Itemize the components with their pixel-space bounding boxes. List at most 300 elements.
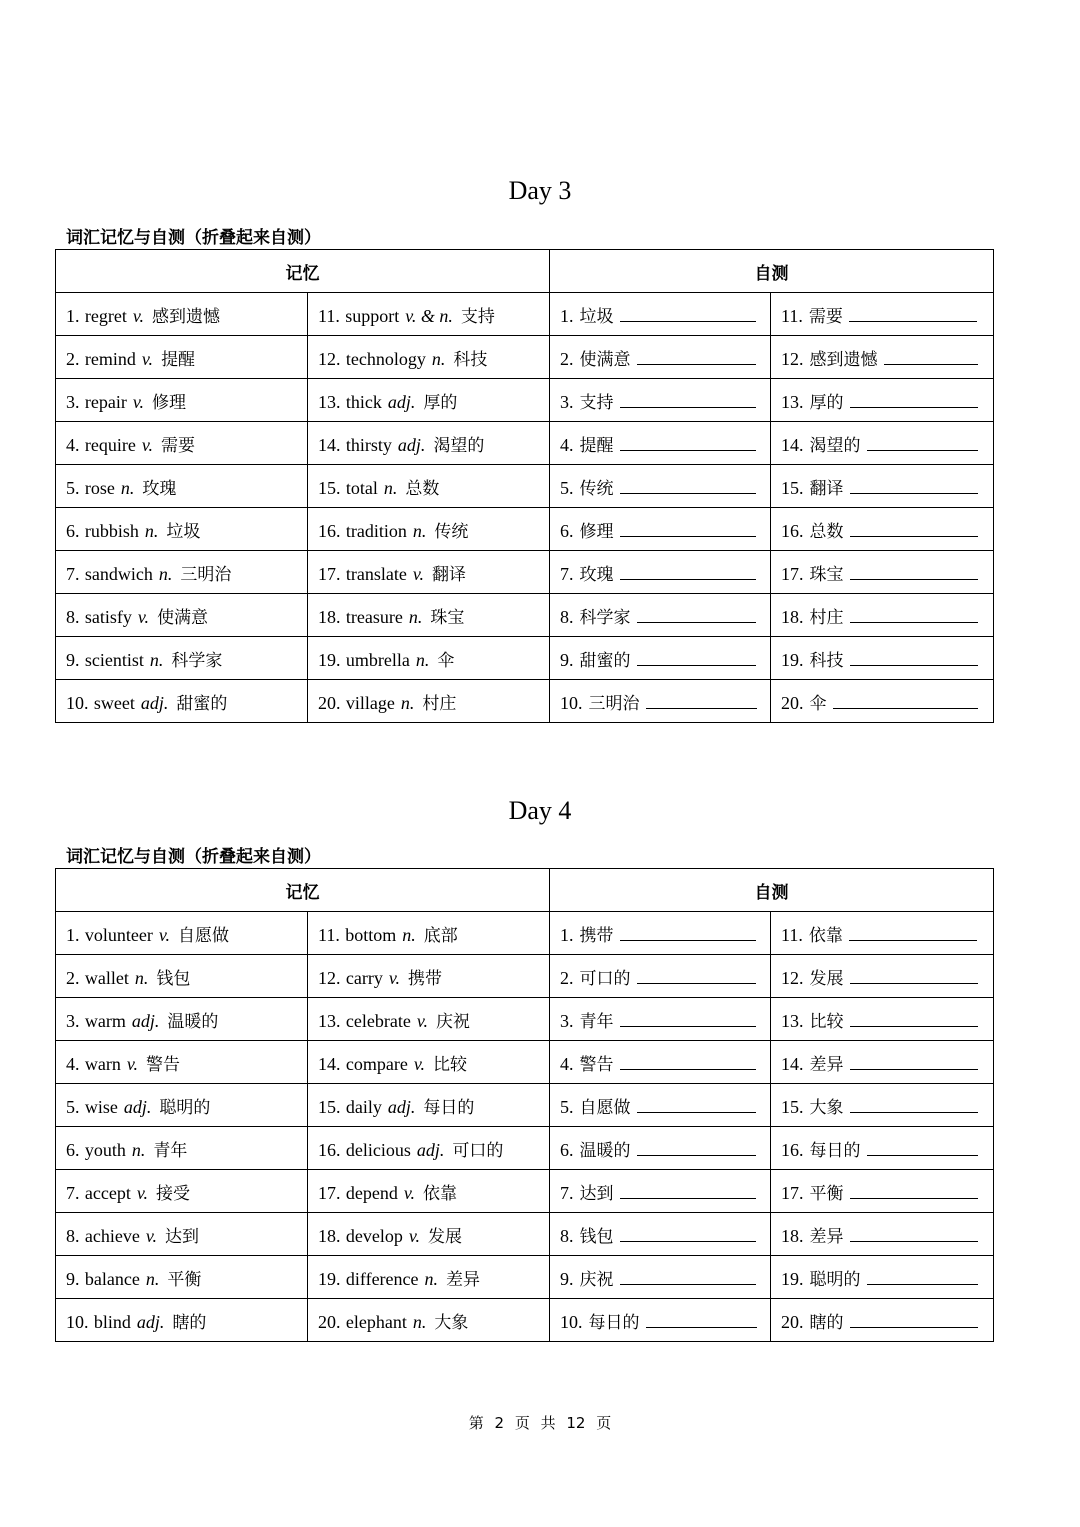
self-test-cell <box>771 680 994 723</box>
part-of-speech: n. <box>134 967 149 988</box>
section-label: 词汇记忆与自测（折叠起来自测） <box>66 228 321 248</box>
answer-blank[interactable] <box>637 1094 756 1113</box>
item-number: 20. <box>781 692 804 713</box>
english-word: umbrella <box>345 649 410 670</box>
memory-cell <box>56 912 308 955</box>
self-test-cell <box>550 1213 771 1256</box>
part-of-speech: adj. <box>397 434 426 455</box>
self-test-cell <box>550 912 771 955</box>
english-word: remind <box>84 348 136 369</box>
item-number: 14. <box>318 1053 341 1074</box>
chinese-meaning: 每日的 <box>423 1097 475 1118</box>
chinese-meaning: 甜蜜的 <box>176 693 228 714</box>
item-number: 20. <box>318 692 341 713</box>
part-of-speech: n. <box>149 649 164 670</box>
answer-blank[interactable] <box>637 346 756 365</box>
self-test-cell <box>550 336 771 379</box>
part-of-speech: n. <box>431 348 446 369</box>
english-word: balance <box>84 1268 140 1289</box>
memory-cell <box>308 594 550 637</box>
self-test-cell <box>550 379 771 422</box>
item-number: 2. <box>560 348 574 369</box>
english-word: total <box>345 477 378 498</box>
chinese-prompt: 瞎的 <box>809 1312 844 1333</box>
english-word: regret <box>84 305 127 326</box>
chinese-prompt: 大象 <box>809 1097 844 1118</box>
part-of-speech: v. <box>416 1010 429 1031</box>
chinese-meaning: 提醒 <box>161 349 196 370</box>
memory-cell <box>56 551 308 594</box>
chinese-prompt: 每日的 <box>588 1312 640 1333</box>
item-number: 19. <box>318 1268 341 1289</box>
self-test-cell <box>550 293 771 336</box>
memory-cell <box>56 594 308 637</box>
answer-blank[interactable] <box>850 518 978 537</box>
item-number: 12. <box>781 967 804 988</box>
table-row <box>56 1127 994 1170</box>
chinese-meaning: 依靠 <box>423 1183 458 1204</box>
chinese-meaning: 钱包 <box>156 968 191 989</box>
chinese-prompt: 温暖的 <box>579 1140 631 1161</box>
chinese-prompt: 依靠 <box>808 925 843 946</box>
chinese-meaning: 大象 <box>434 1312 469 1333</box>
english-word: celebrate <box>345 1010 411 1031</box>
table-row <box>56 1256 994 1299</box>
answer-blank[interactable] <box>646 1309 757 1328</box>
answer-blank[interactable] <box>620 561 756 580</box>
self-test-cell <box>771 551 994 594</box>
part-of-speech: v. <box>408 1225 421 1246</box>
answer-blank[interactable] <box>850 1223 978 1242</box>
item-number: 2. <box>66 967 80 988</box>
day-title: Day 3 <box>508 176 572 205</box>
item-number: 9. <box>66 1268 80 1289</box>
english-word: thirsty <box>345 434 392 455</box>
table-row <box>56 1170 994 1213</box>
chinese-meaning: 发展 <box>428 1226 463 1247</box>
english-word: carry <box>345 967 383 988</box>
item-number: 8. <box>66 606 80 627</box>
item-number: 8. <box>66 1225 80 1246</box>
item-number: 14. <box>318 434 341 455</box>
self-test-cell <box>550 1084 771 1127</box>
english-word: sweet <box>93 692 135 713</box>
item-number: 4. <box>560 434 574 455</box>
english-word: difference <box>345 1268 419 1289</box>
self-test-cell <box>550 955 771 998</box>
part-of-speech: v. <box>141 434 154 455</box>
answer-blank[interactable] <box>620 389 756 408</box>
table-row <box>56 379 994 422</box>
answer-blank[interactable] <box>620 432 756 451</box>
chinese-prompt: 比较 <box>809 1011 844 1032</box>
part-of-speech: n. <box>144 520 159 541</box>
part-of-speech: v. <box>412 563 425 584</box>
chinese-meaning: 瞎的 <box>172 1312 207 1333</box>
item-number: 13. <box>781 1010 804 1031</box>
item-number: 20. <box>781 1311 804 1332</box>
chinese-meaning: 庆祝 <box>436 1011 471 1032</box>
answer-blank[interactable] <box>884 346 978 365</box>
chinese-prompt: 厚的 <box>809 392 844 413</box>
page-footer: 第 2 页 共 12 页 <box>468 1414 612 1432</box>
item-number: 12. <box>318 967 341 988</box>
memory-cell <box>56 1127 308 1170</box>
item-number: 20. <box>318 1311 341 1332</box>
item-number: 14. <box>781 1053 804 1074</box>
part-of-speech: n. <box>158 563 173 584</box>
memory-cell <box>308 1170 550 1213</box>
chinese-meaning: 平衡 <box>167 1269 202 1290</box>
item-number: 12. <box>781 348 804 369</box>
header-self-test: 自测 <box>550 250 994 293</box>
table-row <box>56 637 994 680</box>
item-number: 1. <box>560 305 574 326</box>
table-row <box>56 551 994 594</box>
header-memory: 记忆 <box>56 250 550 293</box>
english-word: blind <box>93 1311 131 1332</box>
self-test-cell <box>771 912 994 955</box>
answer-blank[interactable] <box>850 965 978 984</box>
self-test-cell <box>550 422 771 465</box>
part-of-speech: adj. <box>416 1139 445 1160</box>
chinese-prompt: 庆祝 <box>579 1269 614 1290</box>
answer-blank[interactable] <box>850 475 978 494</box>
chinese-prompt: 携带 <box>579 925 614 946</box>
item-number: 4. <box>66 1053 80 1074</box>
english-word: treasure <box>345 606 403 627</box>
item-number: 2. <box>560 967 574 988</box>
self-test-cell <box>771 1213 994 1256</box>
item-number: 9. <box>560 649 574 670</box>
self-test-cell <box>550 1299 771 1342</box>
item-number: 5. <box>66 477 80 498</box>
item-number: 13. <box>318 391 341 412</box>
memory-cell <box>308 680 550 723</box>
self-test-cell <box>771 508 994 551</box>
chinese-meaning: 接受 <box>156 1183 191 1204</box>
chinese-meaning: 三明治 <box>180 564 232 585</box>
answer-blank[interactable] <box>849 922 977 941</box>
chinese-prompt: 自愿做 <box>579 1097 631 1118</box>
item-number: 3. <box>66 1010 80 1031</box>
chinese-prompt: 支持 <box>579 392 614 413</box>
english-word: develop <box>345 1225 403 1246</box>
table-row <box>56 508 994 551</box>
memory-cell <box>308 1041 550 1084</box>
chinese-meaning: 底部 <box>423 925 458 946</box>
english-word: wise <box>84 1096 118 1117</box>
item-number: 15. <box>781 1096 804 1117</box>
answer-blank[interactable] <box>620 1266 756 1285</box>
memory-cell <box>56 1041 308 1084</box>
item-number: 7. <box>66 563 80 584</box>
memory-cell <box>56 1170 308 1213</box>
answer-blank[interactable] <box>867 1266 978 1285</box>
chinese-prompt: 甜蜜的 <box>579 650 631 671</box>
memory-cell <box>56 1084 308 1127</box>
part-of-speech: n. <box>424 1268 439 1289</box>
item-number: 15. <box>318 477 341 498</box>
answer-blank[interactable] <box>849 303 977 322</box>
item-number: 1. <box>66 305 80 326</box>
table-row <box>56 293 994 336</box>
english-word: translate <box>345 563 407 584</box>
answer-blank[interactable] <box>850 1094 978 1113</box>
item-number: 5. <box>66 1096 80 1117</box>
part-of-speech: adj. <box>140 692 169 713</box>
table-row <box>56 336 994 379</box>
item-number: 7. <box>560 1182 574 1203</box>
self-test-cell <box>771 1084 994 1127</box>
chinese-prompt: 科技 <box>809 650 844 671</box>
item-number: 2. <box>66 348 80 369</box>
chinese-prompt: 感到遗憾 <box>809 349 878 370</box>
item-number: 18. <box>781 606 804 627</box>
memory-cell <box>56 336 308 379</box>
self-test-cell <box>771 465 994 508</box>
chinese-meaning: 渴望的 <box>433 435 485 456</box>
english-word: youth <box>84 1139 126 1160</box>
memory-cell <box>308 551 550 594</box>
answer-blank[interactable] <box>850 1180 978 1199</box>
chinese-meaning: 总数 <box>405 478 440 499</box>
part-of-speech: n. <box>408 606 423 627</box>
english-word: tradition <box>345 520 407 541</box>
memory-cell <box>56 1213 308 1256</box>
memory-cell <box>56 680 308 723</box>
item-number: 10. <box>560 1311 583 1332</box>
item-number: 1. <box>66 924 80 945</box>
part-of-speech: v. <box>403 1182 416 1203</box>
chinese-meaning: 翻译 <box>432 564 467 585</box>
answer-blank[interactable] <box>637 965 756 984</box>
table-row <box>56 955 994 998</box>
answer-blank[interactable] <box>620 518 756 537</box>
answer-blank[interactable] <box>850 561 978 580</box>
memory-cell <box>56 955 308 998</box>
chinese-meaning: 需要 <box>161 435 196 456</box>
memory-cell <box>308 465 550 508</box>
chinese-prompt: 达到 <box>579 1183 614 1204</box>
english-word: daily <box>345 1096 382 1117</box>
table-row <box>56 680 994 723</box>
memory-cell <box>56 1299 308 1342</box>
answer-blank[interactable] <box>620 303 756 322</box>
chinese-meaning: 比较 <box>433 1054 468 1075</box>
english-word: bottom <box>345 924 397 945</box>
chinese-meaning: 警告 <box>146 1054 181 1075</box>
item-number: 18. <box>318 1225 341 1246</box>
answer-blank[interactable] <box>850 1051 978 1070</box>
item-number: 15. <box>781 477 804 498</box>
memory-cell <box>56 508 308 551</box>
chinese-meaning: 修理 <box>152 392 187 413</box>
answer-blank[interactable] <box>620 1051 756 1070</box>
self-test-cell <box>550 1041 771 1084</box>
self-test-cell <box>771 1256 994 1299</box>
memory-cell <box>308 1256 550 1299</box>
english-word: repair <box>84 391 127 412</box>
english-word: elephant <box>345 1311 407 1332</box>
answer-blank[interactable] <box>620 1180 756 1199</box>
part-of-speech: v. <box>158 924 171 945</box>
chinese-prompt: 可口的 <box>579 968 631 989</box>
part-of-speech: adj. <box>131 1010 160 1031</box>
table-row <box>56 594 994 637</box>
chinese-meaning: 温暖的 <box>167 1011 219 1032</box>
item-number: 19. <box>781 649 804 670</box>
self-test-cell <box>771 379 994 422</box>
english-word: satisfy <box>84 606 132 627</box>
english-word: sandwich <box>84 563 153 584</box>
vocab-table-day3 <box>55 249 994 723</box>
chinese-prompt: 发展 <box>809 968 844 989</box>
answer-blank[interactable] <box>850 1309 978 1328</box>
self-test-cell <box>771 1041 994 1084</box>
answer-blank[interactable] <box>850 647 978 666</box>
answer-blank[interactable] <box>620 1008 756 1027</box>
item-number: 17. <box>781 563 804 584</box>
chinese-meaning: 可口的 <box>452 1140 504 1161</box>
answer-blank[interactable] <box>620 475 756 494</box>
item-number: 5. <box>560 1096 574 1117</box>
chinese-prompt: 总数 <box>809 521 844 542</box>
self-test-cell <box>771 422 994 465</box>
answer-blank[interactable] <box>620 922 756 941</box>
part-of-speech: n. <box>412 520 427 541</box>
item-number: 3. <box>560 391 574 412</box>
item-number: 5. <box>560 477 574 498</box>
self-test-cell <box>550 551 771 594</box>
item-number: 16. <box>781 520 804 541</box>
self-test-cell <box>550 1256 771 1299</box>
item-number: 7. <box>560 563 574 584</box>
self-test-cell <box>771 336 994 379</box>
self-test-cell <box>771 1170 994 1213</box>
item-number: 17. <box>318 1182 341 1203</box>
answer-blank[interactable] <box>646 690 757 709</box>
answer-blank[interactable] <box>637 647 756 666</box>
part-of-speech: v. <box>145 1225 158 1246</box>
part-of-speech: v. <box>132 305 145 326</box>
chinese-prompt: 伞 <box>809 693 827 714</box>
part-of-speech: adj. <box>387 1096 416 1117</box>
chinese-prompt: 修理 <box>579 521 614 542</box>
memory-cell <box>308 1213 550 1256</box>
part-of-speech: n. <box>412 1311 427 1332</box>
english-word: compare <box>345 1053 408 1074</box>
english-word: technology <box>345 348 426 369</box>
answer-blank[interactable] <box>850 604 978 623</box>
self-test-cell <box>550 680 771 723</box>
item-number: 11. <box>781 924 803 945</box>
english-word: thick <box>345 391 382 412</box>
chinese-prompt: 聪明的 <box>809 1269 861 1290</box>
answer-blank[interactable] <box>850 389 978 408</box>
part-of-speech: v. <box>137 606 150 627</box>
english-word: achieve <box>84 1225 140 1246</box>
answer-blank[interactable] <box>637 1137 756 1156</box>
english-word: warn <box>84 1053 121 1074</box>
item-number: 10. <box>66 1311 89 1332</box>
item-number: 16. <box>318 520 341 541</box>
answer-blank[interactable] <box>867 432 978 451</box>
part-of-speech: v. & n. <box>405 305 453 326</box>
part-of-speech: n. <box>131 1139 146 1160</box>
part-of-speech: v. <box>136 1182 149 1203</box>
english-word: wallet <box>84 967 129 988</box>
english-word: support <box>345 305 400 326</box>
memory-cell <box>308 955 550 998</box>
chinese-prompt: 警告 <box>579 1054 614 1075</box>
self-test-cell <box>550 594 771 637</box>
item-number: 11. <box>781 305 803 326</box>
item-number: 6. <box>66 1139 80 1160</box>
item-number: 17. <box>318 563 341 584</box>
chinese-prompt: 三明治 <box>588 693 640 714</box>
item-number: 11. <box>318 305 340 326</box>
answer-blank[interactable] <box>850 1008 978 1027</box>
english-word: accept <box>84 1182 131 1203</box>
item-number: 18. <box>318 606 341 627</box>
table-row <box>56 1299 994 1342</box>
self-test-cell <box>771 637 994 680</box>
chinese-prompt: 玫瑰 <box>579 564 614 585</box>
chinese-meaning: 传统 <box>434 521 469 542</box>
header-self-test: 自测 <box>550 869 994 912</box>
memory-cell <box>56 422 308 465</box>
self-test-cell <box>771 594 994 637</box>
chinese-prompt: 钱包 <box>579 1226 614 1247</box>
english-word: village <box>345 692 395 713</box>
answer-blank[interactable] <box>620 1223 756 1242</box>
answer-blank[interactable] <box>637 604 756 623</box>
answer-blank[interactable] <box>833 690 978 709</box>
english-word: depend <box>345 1182 398 1203</box>
part-of-speech: n. <box>415 649 430 670</box>
item-number: 7. <box>66 1182 80 1203</box>
item-number: 13. <box>781 391 804 412</box>
memory-cell <box>56 998 308 1041</box>
chinese-meaning: 携带 <box>408 968 443 989</box>
memory-cell <box>56 465 308 508</box>
chinese-prompt: 渴望的 <box>809 435 861 456</box>
chinese-meaning: 玫瑰 <box>142 478 177 499</box>
chinese-meaning: 达到 <box>165 1226 200 1247</box>
item-number: 11. <box>318 924 340 945</box>
table-row <box>56 1041 994 1084</box>
self-test-cell <box>771 293 994 336</box>
chinese-prompt: 青年 <box>579 1011 614 1032</box>
chinese-prompt: 翻译 <box>809 478 844 499</box>
item-number: 9. <box>560 1268 574 1289</box>
item-number: 8. <box>560 606 574 627</box>
chinese-meaning: 聪明的 <box>159 1097 211 1118</box>
chinese-meaning: 差异 <box>446 1269 481 1290</box>
chinese-prompt: 差异 <box>809 1226 844 1247</box>
answer-blank[interactable] <box>867 1137 978 1156</box>
chinese-prompt: 平衡 <box>809 1183 844 1204</box>
chinese-prompt: 村庄 <box>809 607 844 628</box>
self-test-cell <box>771 1299 994 1342</box>
item-number: 1. <box>560 924 574 945</box>
item-number: 6. <box>66 520 80 541</box>
memory-cell <box>56 293 308 336</box>
part-of-speech: adj. <box>387 391 416 412</box>
item-number: 4. <box>66 434 80 455</box>
chinese-meaning: 伞 <box>437 650 455 671</box>
